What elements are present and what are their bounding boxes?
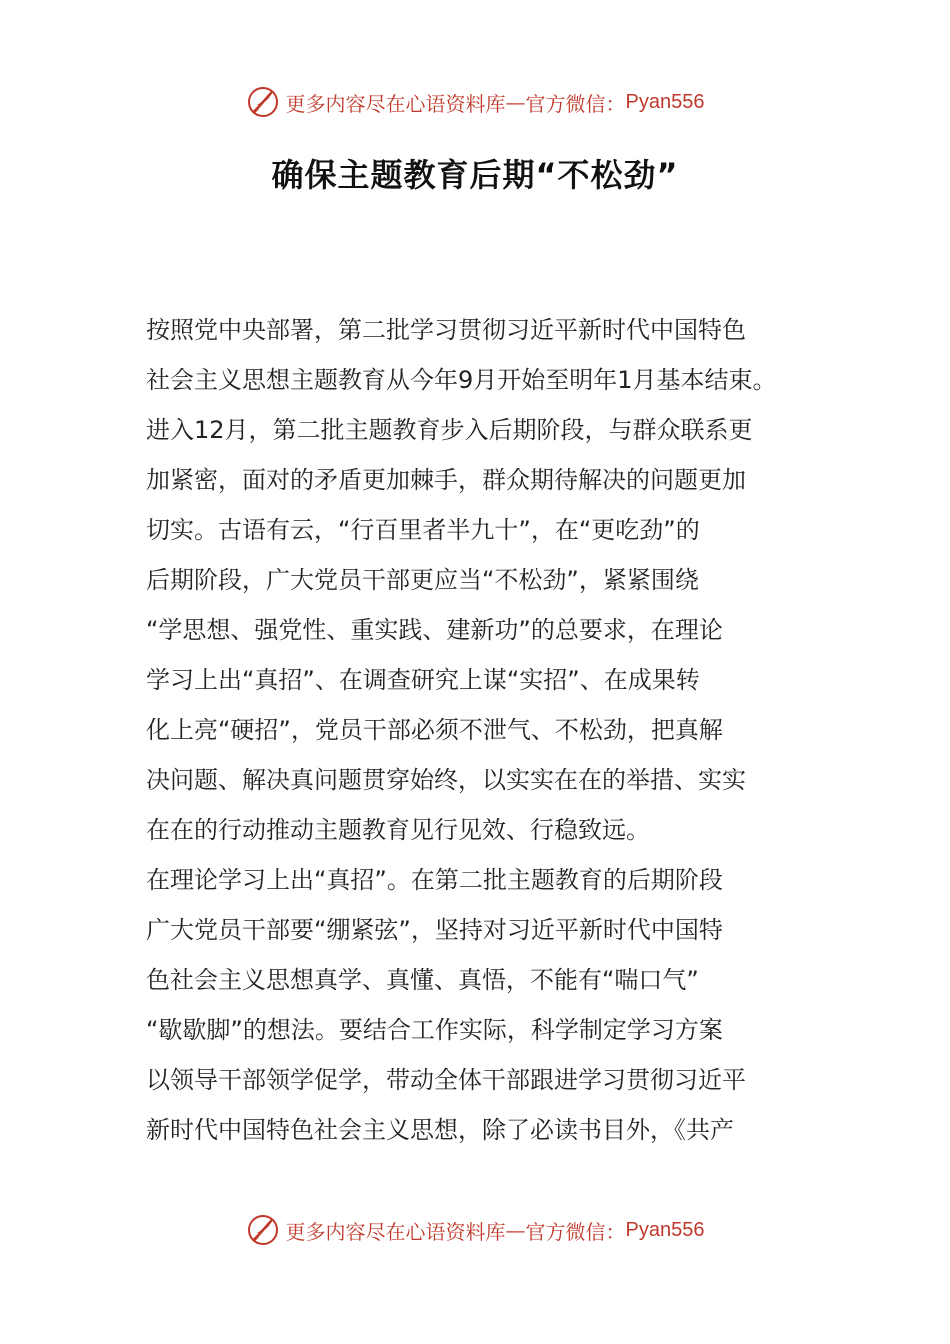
text-line: 化上亮“硬招”，党员干部必须不泄气、不松劲，把真解 (146, 716, 723, 744)
quill-logo-icon (246, 1213, 280, 1247)
footer-banner (0, 1210, 950, 1250)
text-line: 社会主义思想主题教育从今年9月开始至明年1月基本结束。 (146, 366, 777, 394)
text-line: “学思想、强党性、重实践、建新功”的总要求，在理论 (146, 616, 723, 644)
banner-text: 更多内容尽在心语资料库 (285, 1219, 506, 1244)
banner-wechat-id: Pyan556 (625, 90, 705, 113)
text-line: 色社会主义思想真学、真懂、真悟，不能有“喘口气” (146, 966, 699, 994)
text-line: 决问题、解决真问题贯穿始终，以实实在在的举措、实实 (146, 766, 746, 794)
banner-text: 更多内容尽在心语资料库 (285, 91, 506, 116)
document-body (146, 305, 811, 1155)
text-line: 学习上出“真招”、在调查研究上谋“实招”、在成果转 (146, 666, 700, 694)
banner-separator: — (505, 1218, 526, 1242)
text-line: 在理论学习上出“真招”。在第二批主题教育的后期阶段 (146, 866, 723, 894)
banner-wechat-label: 官方微信： (525, 1221, 626, 1244)
banner-wechat-label: 官方微信： (525, 93, 626, 116)
text-line: 广大党员干部要“绷紧弦”，坚持对习近平新时代中国特 (146, 916, 723, 944)
quill-logo-icon (246, 85, 280, 119)
text-line: 切实。古语有云，“行百里者半九十”，在“更吃劲”的 (146, 516, 700, 544)
text-line: 后期阶段，广大党员干部更应当“不松劲”，紧紧围绕 (146, 566, 699, 594)
banner-separator: — (505, 90, 526, 114)
text-line: 加紧密，面对的矛盾更加棘手，群众期待解决的问题更加 (146, 466, 746, 494)
text-line: “歇歇脚”的想法。要结合工作实际，科学制定学习方案 (146, 1016, 723, 1044)
text-line: 在在的行动推动主题教育见行见效、行稳致远。 (146, 816, 650, 844)
text-line: 新时代中国特色社会主义思想，除了必读书目外，《共产 (146, 1116, 734, 1144)
text-line: 按照党中央部署，第二批学习贯彻习近平新时代中国特色 (146, 316, 746, 344)
text-line: 以领导干部领学促学，带动全体干部跟进学习贯彻习近平 (146, 1066, 746, 1094)
text-line: 进入12月，第二批主题教育步入后期阶段，与群众联系更 (146, 416, 753, 444)
banner-wechat-id: Pyan556 (625, 1218, 705, 1241)
document-title: 确保主题教育后期“不松劲” (271, 156, 679, 194)
header-banner (0, 82, 950, 122)
